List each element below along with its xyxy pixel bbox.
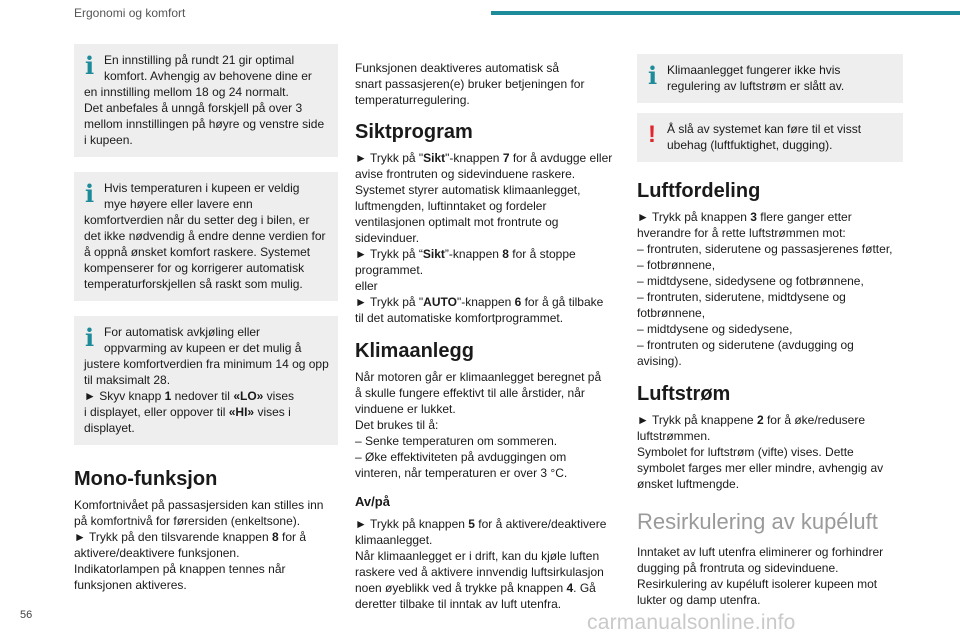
section-luftstrom: Luftstrøm ► Trykk på knappene 2 for å øke/redusere luftstrømmen. Symbolet for luftstrøm (vifte) vises. Dette symbolet farges mer eller mindre, avhengig av ønsket luftmengde. xyxy=(637,382,903,492)
section-klima: Klimaanlegg Når motoren går er klimaanlegget beregnet på å skulle fungere effektivt til alle årstider, når vinduene er lukket. Det brukes til å: – Senke temperaturen om sommeren. – Øke effektiviteten på avduggingen om vinteren, når temperaturen er over 3 °C. xyxy=(355,339,621,481)
warning-icon: ! xyxy=(648,121,656,148)
info-box-airflow: i Klimaanlegget fungerer ikke hvis regulering av luftstrøm er slått av. xyxy=(637,54,903,103)
watermark: carmanualsonline.info xyxy=(587,611,796,634)
section-title: Mono-funksjon xyxy=(74,468,218,490)
warning-box: ! Å slå av systemet kan føre til et visst ubehag (luftfuktighet, dugging). xyxy=(637,113,903,162)
section-av-pa: Av/på ► Trykk på knappen 5 for å aktivere/deaktivere klimaanlegget. Når klimaanlegget er i drift, kan du kjøle luften raskere ved å aktivere innvendig luftsirkulasjon noen øyeblikk ved å trykke på knappen 4. Gå deretter tilbake til inntak av luft utenfra. xyxy=(355,493,621,612)
column-middle: Funksjonen deaktiveres automatisk så snart passasjeren(e) bruker betjeningen for temperaturregulering. Siktprogram ► Trykk på "Sikt"-knappen 7 for å avdugge eller avise frontruten og sidevinduene raskere. Systemet styrer automatisk klimaanlegget, luftmengden, luftinntaket og fordeler ventilasjonen optimalt mot frontrute og sidevinduer. ► Trykk på “Sikt”-knappen 8 for å stoppe programmet. eller ► Trykk på "AUTO"-knappen 6 for å gå tilbake til det automatiske komfortprogrammet. Klimaanlegg Når motoren går er klimaanlegget beregnet på å skulle fungere effektivt til alle årstider, når vinduene er lukket. Det brukes til å: – Senke temperaturen om sommeren. – Øke effektiviteten på avduggingen om vinteren, når temperaturen er over 3 °C. Av/på ► Trykk på knappen 5 for å aktivere/deaktivere klimaanlegget. Når klimaanlegget er i drift, kan du kjøle luften raskere ved å aktivere innvendig luftsirkulasjon noen øyeblikk ved å trykke på knappen 4. Gå deretter tilbake til inntak av luft utenfra. xyxy=(355,60,621,612)
info-icon: i xyxy=(648,61,658,90)
subsection-title: Av/på xyxy=(355,494,390,509)
step-line: ► Skyv knapp 1 nedover til «LO» vises xyxy=(84,389,295,403)
info-icon: i xyxy=(85,323,95,352)
section-resirkulering: Resirkulering av kupéluft Inntaket av luft utenfra eliminerer og forhindrer dugging på frontruta og sidevinduene. Resirkulering av kupéluft isolerer kupeen mot lukter og damp utenfra. xyxy=(637,510,903,608)
info-icon: i xyxy=(85,179,95,208)
info-box-temperature: i Hvis temperaturen i kupeen er veldig mye høyere eller lavere enn komfortverdien når du setter deg i bilen, er det ikke nødvendig å endre denne verdien for å oppnå ønsket komfort raskere. Systemet kompenserer for og korrigerer automatisk temperaturforskjellen så raskt som mulig. xyxy=(74,172,338,301)
section-luftfordeling: Luftfordeling ► Trykk på knappen 3 flere ganger etter hverandre for å rette luftstrømmen mot: – frontruten, siderutene og passasjerenes føtter, – fotbrønnene, – midtdysene, sidedysene og fotbrønnene, – frontruten, siderutene, midtdysene og fotbrønnene, – midtdysene og sidedysene, – frontruten og siderutene (avdugging og avising). xyxy=(637,179,903,369)
section-sikt: Siktprogram ► Trykk på "Sikt"-knappen 7 for å avdugge eller avise frontruten og sidevinduene raskere. Systemet styrer automatisk klimaanlegget, luftmengden, luftinntaket og fordeler ventilasjonen optimalt mot frontrute og sidevinduer. ► Trykk på “Sikt”-knappen 8 for å stoppe programmet. eller ► Trykk på "AUTO"-knappen 6 for å gå tilbake til det automatiske komfortprogrammet. xyxy=(355,120,621,326)
running-header: Ergonomi og komfort xyxy=(74,6,186,20)
info-box-auto-cooling: i For automatisk avkjøling eller oppvarming av kupeen er det mulig å justere komfortverdien fra minimum 14 og opp til maksimalt 28. ► Skyv knapp 1 nedover til «LO» vises i displayet, eller oppover til «HI» vises i displayet. xyxy=(74,316,338,445)
info-box-comfort: i En innstilling på rundt 21 gir optimal komfort. Avhengig av behovene dine er en innstilling mellom 18 og 24 normalt. Det anbefales å unngå forskjell på over 3 mellom innstillingen på høyre og venstre side i kupeen. xyxy=(74,44,338,157)
info-icon: i xyxy=(85,51,95,80)
section-title: Resirkulering av kupéluft xyxy=(637,509,878,534)
section-title: Luftfordeling xyxy=(637,180,761,202)
page-number: 56 xyxy=(20,609,33,621)
header-accent-bar xyxy=(491,11,960,15)
section-mono: Mono-funksjon Komfortnivået på passasjersiden kan stilles inn på komfortnivå for førersiden (enkeltsone). ► Trykk på den tilsvarende knappen 8 for å aktivere/deaktivere funksjonen. Indikatorlampen på knappen tennes når funksjonen aktiveres. xyxy=(74,467,338,593)
section-title: Siktprogram xyxy=(355,121,473,143)
column-right xyxy=(637,54,903,608)
section-title: Klimaanlegg xyxy=(355,340,474,362)
column-left xyxy=(74,44,338,593)
section-title: Luftstrøm xyxy=(637,383,731,405)
